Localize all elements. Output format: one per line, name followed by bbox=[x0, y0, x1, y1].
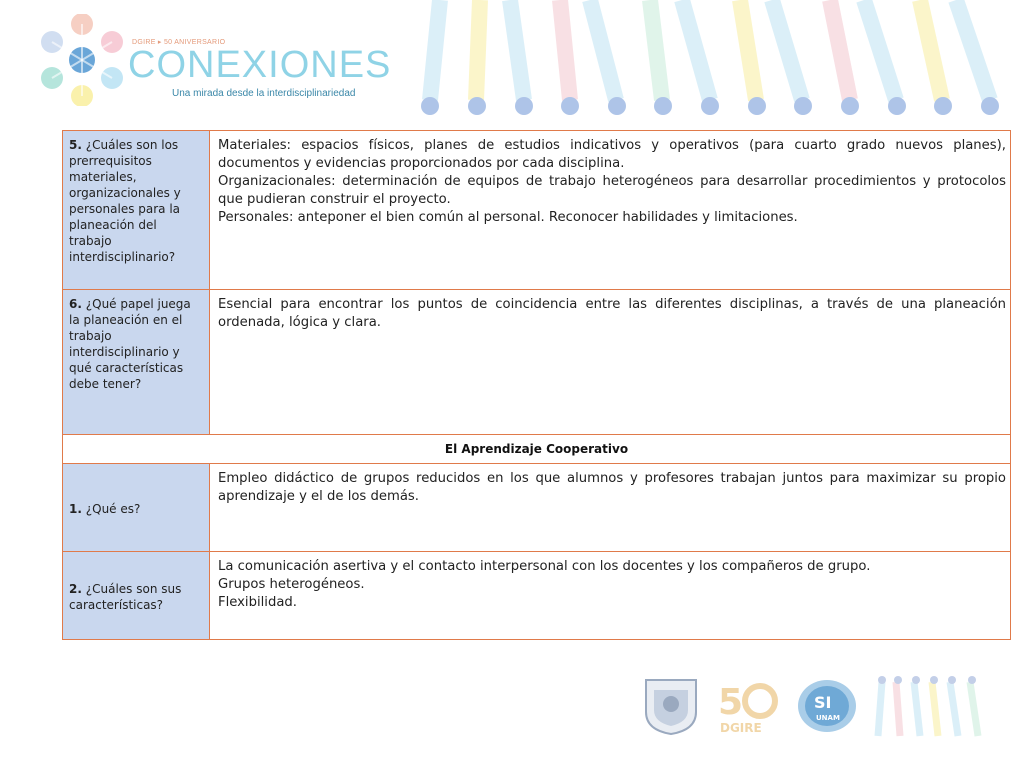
dgire-50-logo-icon bbox=[712, 676, 786, 736]
section-row bbox=[63, 435, 1011, 464]
header-stripes-art bbox=[420, 0, 1024, 120]
answer-cell bbox=[210, 290, 1011, 435]
question-text: ¿Qué es? bbox=[85, 501, 141, 516]
question-cell bbox=[63, 464, 210, 552]
si-unam-logo-icon bbox=[796, 678, 858, 734]
question-cell bbox=[63, 552, 210, 640]
section-title: El Aprendizaje Cooperativo bbox=[63, 435, 1011, 464]
answer-line: La comunicación asertiva y el contacto interpersonal con los docentes y los compañeros de grupo. bbox=[218, 559, 871, 574]
answer-line: Flexibilidad. bbox=[218, 595, 297, 610]
table-row bbox=[63, 464, 1011, 552]
answer-line: Materiales: espacios físicos, planes de estudios indicativos y operativos (para cuarto grado nuevos planes), documentos y evidencias proporcionados por cada disciplina. bbox=[218, 138, 1006, 171]
answer-line: Esencial para encontrar los puntos de coincidencia entre las diferentes disciplinas, a través de una planeación ordenada, lógica y clara. bbox=[218, 297, 1006, 330]
question-text: ¿Cuáles son los prerrequisitos materiales, organizacionales y personales para la planeación del trabajo interdisciplinario? bbox=[69, 138, 181, 264]
answer-cell bbox=[210, 552, 1011, 640]
logo-title: CONEXIONES bbox=[128, 44, 392, 86]
question-cell bbox=[63, 290, 210, 435]
si-logo-subtext: UNAM bbox=[816, 714, 840, 722]
answer-line: Organizacionales: determinación de equipos de trabajo heterogéneos para desarrollar procedimientos y protocolos que pudieran construir el proyecto. bbox=[218, 174, 1006, 207]
svg-text:5: 5 bbox=[718, 682, 744, 723]
question-number: 6. bbox=[69, 297, 82, 311]
footer-stripes-art bbox=[874, 674, 992, 738]
question-number: 1. bbox=[69, 501, 82, 516]
answer-line: Empleo didáctico de grupos reducidos en los que alumnos y profesores trabajan juntos para maximizar su propio aprendizaje y el de los demás. bbox=[218, 471, 1006, 504]
si-logo-text: SI bbox=[814, 693, 832, 712]
answer-cell bbox=[210, 131, 1011, 290]
logo-kicker: DGIRE ▸ 50 ANIVERSARIO bbox=[132, 39, 226, 46]
question-text: ¿Cuáles son sus características? bbox=[69, 581, 182, 612]
question-cell bbox=[63, 131, 210, 290]
unam-shield-icon bbox=[642, 676, 700, 736]
answer-line: Personales: anteponer el bien común al personal. Reconocer habilidades y limitaciones. bbox=[218, 210, 798, 225]
logo-tagline: Una mirada desde la interdisciplinariedad bbox=[172, 88, 356, 99]
question-number: 5. bbox=[69, 138, 82, 152]
dgire-logo-text: DGIRE bbox=[720, 721, 762, 735]
question-text: ¿Qué papel juega la planeación en el trabajo interdisciplinario y qué características debe tener? bbox=[69, 297, 191, 391]
conexiones-logo-icon bbox=[36, 14, 128, 106]
qa-table bbox=[62, 130, 1011, 640]
answer-line: Grupos heterogéneos. bbox=[218, 577, 365, 592]
answer-cell bbox=[210, 464, 1011, 552]
question-number: 2. bbox=[69, 581, 82, 596]
table-row bbox=[63, 290, 1011, 435]
table-row bbox=[63, 552, 1011, 640]
table-row bbox=[63, 131, 1011, 290]
